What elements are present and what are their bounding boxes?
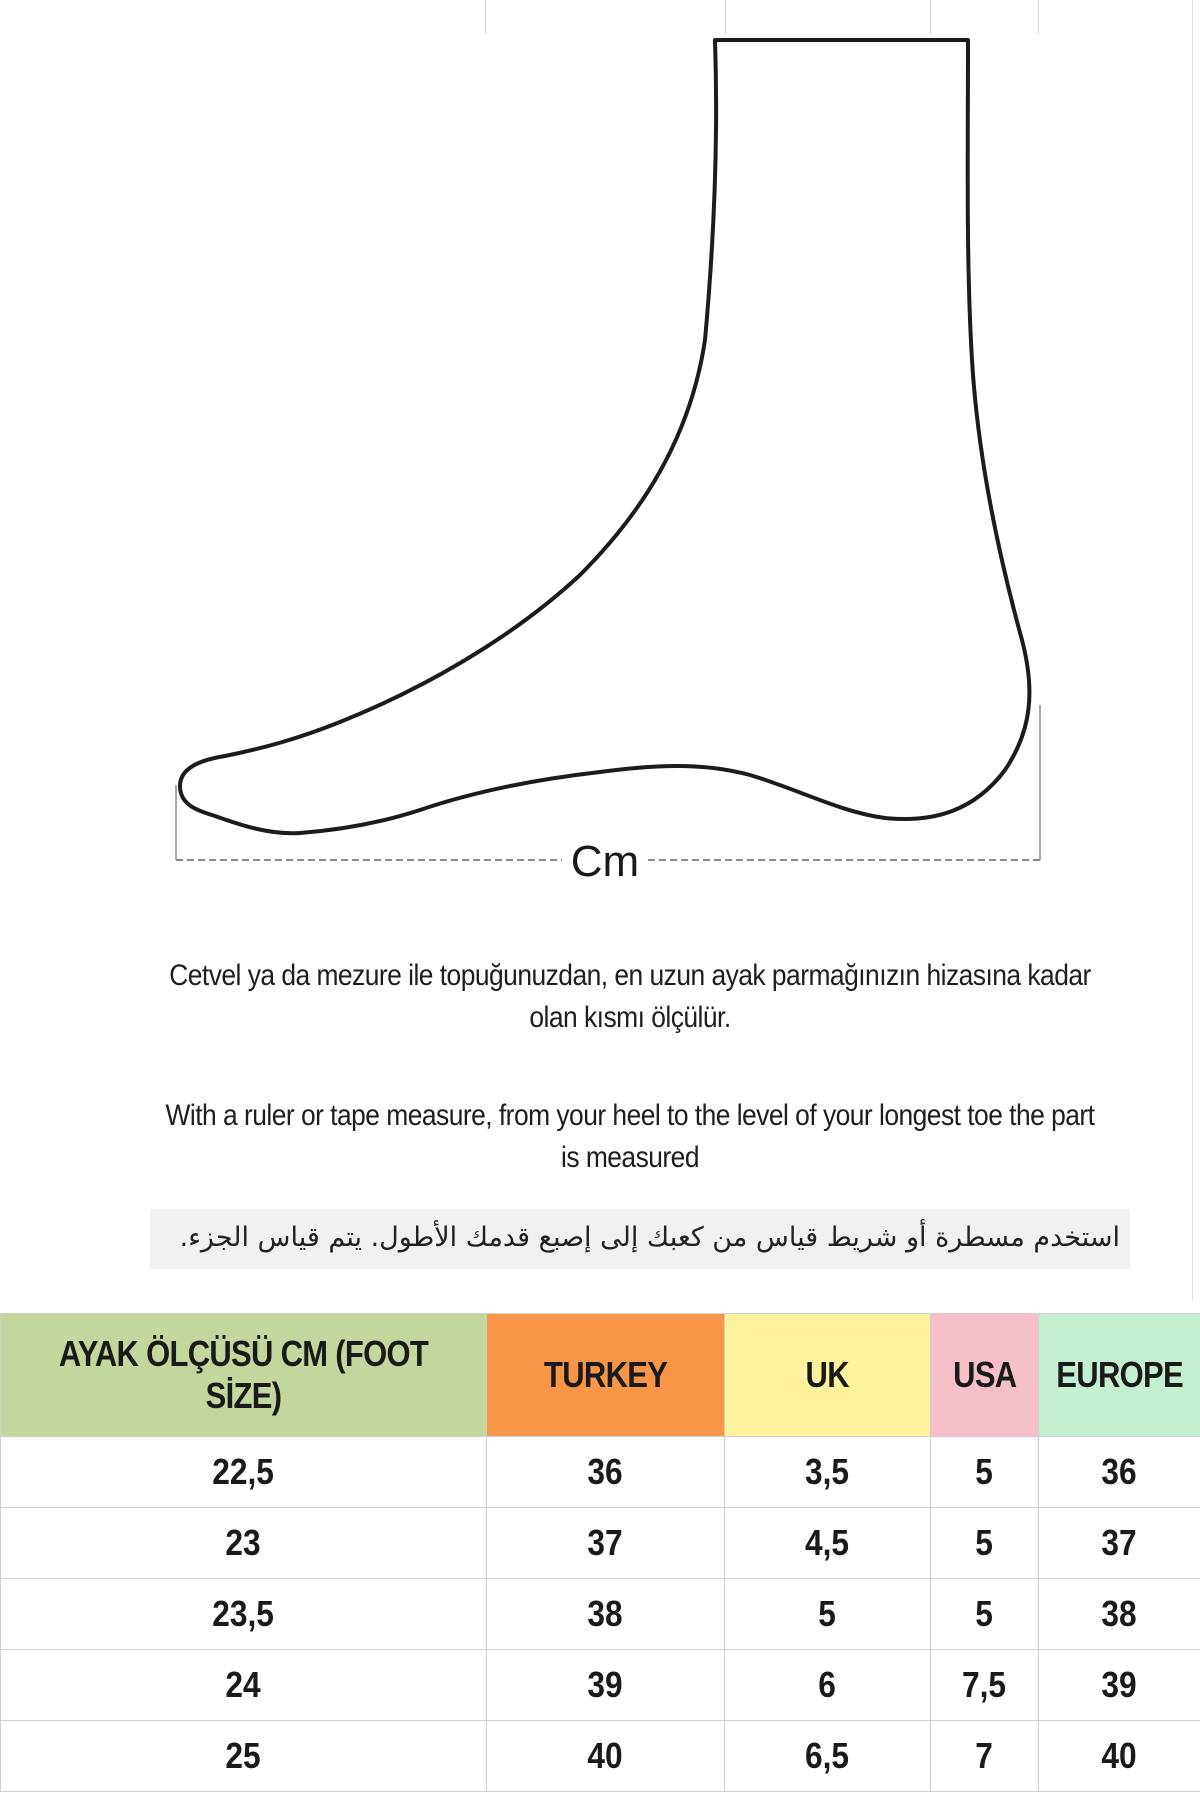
measure-label: Cm xyxy=(570,837,640,886)
cell-europe: 36 xyxy=(1039,1437,1200,1508)
cell-europe: 38 xyxy=(1039,1579,1200,1650)
cell-uk: 6,5 xyxy=(725,1721,931,1792)
cell-foot-cm: 22,5 xyxy=(1,1437,487,1508)
cell-usa: 5 xyxy=(931,1508,1039,1579)
instruction-arabic: استخدم مسطرة أو شريط قياس من كعبك إلى إصبع قدمك الأطول. يتم قياس الجزء. xyxy=(179,1222,1120,1253)
cell-usa: 5 xyxy=(931,1579,1039,1650)
cell-turkey: 36 xyxy=(487,1437,725,1508)
table-row xyxy=(1,1650,1200,1721)
cell-usa: 7,5 xyxy=(931,1650,1039,1721)
cell-turkey: 40 xyxy=(487,1721,725,1792)
header-uk: UK xyxy=(725,1314,931,1437)
header-foot-size: AYAK ÖLÇÜSÜ CM (FOOT SİZE) xyxy=(1,1314,487,1437)
instruction-turkish: Cetvel ya da mezure ile topuğunuzdan, en uzun ayak parmağınızın hizasına kadar olan kısmı ölçülür. xyxy=(169,959,1091,1034)
cell-foot-cm: 25 xyxy=(1,1721,487,1792)
cell-uk: 4,5 xyxy=(725,1508,931,1579)
cell-europe: 39 xyxy=(1039,1650,1200,1721)
table-row xyxy=(1,1437,1200,1508)
cell-europe: 40 xyxy=(1039,1721,1200,1792)
cell-turkey: 38 xyxy=(487,1579,725,1650)
cell-foot-cm: 23,5 xyxy=(1,1579,487,1650)
cell-uk: 5 xyxy=(725,1579,931,1650)
cell-foot-cm: 23 xyxy=(1,1508,487,1579)
size-conversion-table xyxy=(0,1313,1200,1792)
foot-outline xyxy=(180,40,1029,833)
table-row xyxy=(1,1721,1200,1792)
cell-usa: 5 xyxy=(931,1437,1039,1508)
cell-foot-cm: 24 xyxy=(1,1650,487,1721)
header-turkey: TURKEY xyxy=(487,1314,725,1437)
cell-usa: 7 xyxy=(931,1721,1039,1792)
header-europe: EUROPE xyxy=(1039,1314,1200,1437)
table-header-row xyxy=(1,1314,1200,1437)
cell-europe: 37 xyxy=(1039,1508,1200,1579)
cell-uk: 3,5 xyxy=(725,1437,931,1508)
cell-turkey: 37 xyxy=(487,1508,725,1579)
table-row xyxy=(1,1579,1200,1650)
cell-turkey: 39 xyxy=(487,1650,725,1721)
cell-uk: 6 xyxy=(725,1650,931,1721)
instruction-english: With a ruler or tape measure, from your heel to the level of your longest toe the part is measured xyxy=(165,1099,1095,1174)
header-usa: USA xyxy=(931,1314,1039,1437)
table-row xyxy=(1,1508,1200,1579)
